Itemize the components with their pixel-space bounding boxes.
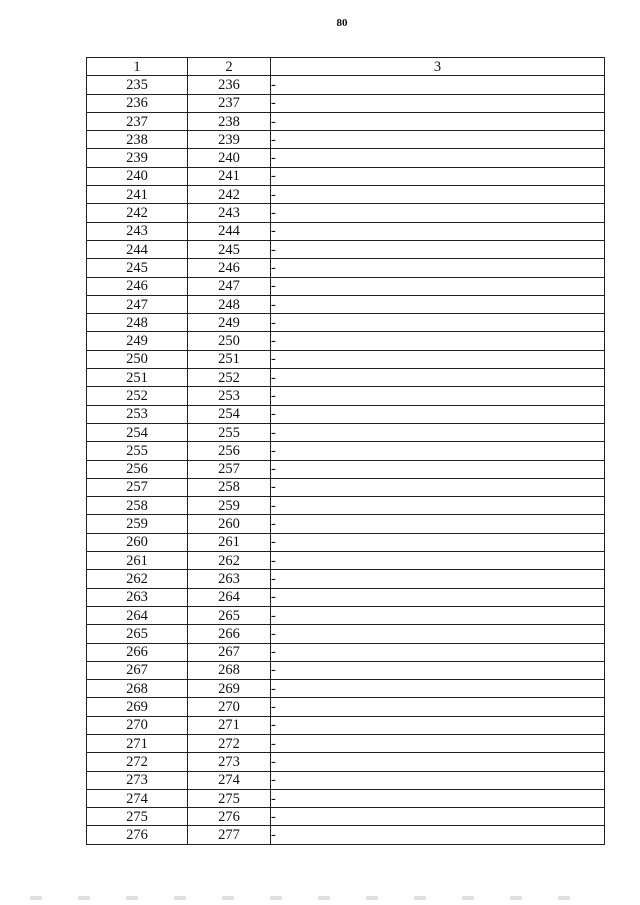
cell-col-3: -: [271, 698, 605, 716]
cell-col-1: 256: [87, 460, 188, 478]
cell-col-3: -: [271, 533, 605, 551]
cell-col-2: 277: [188, 826, 271, 844]
table-row: [87, 789, 605, 807]
table-row: [87, 698, 605, 716]
cell-col-3: -: [271, 515, 605, 533]
table-row: [87, 552, 605, 570]
cell-col-1: 244: [87, 240, 188, 258]
cell-col-1: 270: [87, 716, 188, 734]
table-row: [87, 661, 605, 679]
cell-col-2: 237: [188, 94, 271, 112]
cell-col-1: 246: [87, 277, 188, 295]
cell-col-3: -: [271, 661, 605, 679]
cell-col-3: -: [271, 405, 605, 423]
cell-col-2: 259: [188, 497, 271, 515]
cell-col-2: 272: [188, 734, 271, 752]
cell-col-1: 274: [87, 789, 188, 807]
cell-col-3: -: [271, 771, 605, 789]
cell-col-3: -: [271, 240, 605, 258]
cell-col-1: 275: [87, 808, 188, 826]
cell-col-2: 269: [188, 680, 271, 698]
cell-col-1: 253: [87, 405, 188, 423]
cell-col-2: 245: [188, 240, 271, 258]
cell-col-1: 247: [87, 295, 188, 313]
cell-col-3: -: [271, 643, 605, 661]
table-row: [87, 186, 605, 204]
table-row: [87, 570, 605, 588]
table-row: [87, 112, 605, 130]
cell-col-3: -: [271, 131, 605, 149]
table-row: [87, 369, 605, 387]
cell-col-2: 246: [188, 259, 271, 277]
cell-col-2: 236: [188, 76, 271, 94]
cell-col-3: -: [271, 167, 605, 185]
table-row: [87, 259, 605, 277]
cell-col-1: 273: [87, 771, 188, 789]
cell-col-2: 266: [188, 625, 271, 643]
cell-col-1: 271: [87, 734, 188, 752]
cell-col-1: 248: [87, 314, 188, 332]
cell-col-3: -: [271, 387, 605, 405]
table-row: [87, 625, 605, 643]
table-row: [87, 204, 605, 222]
cell-col-3: -: [271, 460, 605, 478]
cell-col-2: 248: [188, 295, 271, 313]
cell-col-3: -: [271, 94, 605, 112]
cell-col-2: 250: [188, 332, 271, 350]
cell-col-2: 254: [188, 405, 271, 423]
cell-col-3: -: [271, 350, 605, 368]
cell-col-3: -: [271, 332, 605, 350]
cell-col-1: 257: [87, 478, 188, 496]
table-row: [87, 643, 605, 661]
cell-col-2: 276: [188, 808, 271, 826]
cell-col-1: 237: [87, 112, 188, 130]
cell-col-3: -: [271, 149, 605, 167]
cell-col-2: 262: [188, 552, 271, 570]
cell-col-3: -: [271, 369, 605, 387]
cell-col-3: -: [271, 478, 605, 496]
table-row: [87, 277, 605, 295]
cell-col-3: -: [271, 259, 605, 277]
cell-col-2: 261: [188, 533, 271, 551]
cell-col-3: -: [271, 277, 605, 295]
cell-col-2: 251: [188, 350, 271, 368]
table-header-row: [87, 58, 605, 76]
cell-col-2: 252: [188, 369, 271, 387]
table-row: [87, 606, 605, 624]
table-row: [87, 460, 605, 478]
cell-col-2: 273: [188, 753, 271, 771]
cell-col-3: -: [271, 625, 605, 643]
table-row: [87, 94, 605, 112]
cell-col-2: 257: [188, 460, 271, 478]
cell-col-3: -: [271, 76, 605, 94]
cell-col-1: 258: [87, 497, 188, 515]
cell-col-2: 255: [188, 423, 271, 441]
cell-col-1: 255: [87, 442, 188, 460]
cell-col-1: 239: [87, 149, 188, 167]
cell-col-3: -: [271, 442, 605, 460]
table-row: [87, 533, 605, 551]
table-row: [87, 423, 605, 441]
cell-col-1: 254: [87, 423, 188, 441]
cell-col-1: 266: [87, 643, 188, 661]
cell-col-1: 263: [87, 588, 188, 606]
cell-col-1: 276: [87, 826, 188, 844]
cell-col-1: 240: [87, 167, 188, 185]
column-header-1: 1: [87, 58, 188, 76]
cell-col-1: 250: [87, 350, 188, 368]
table-row: [87, 515, 605, 533]
cell-col-2: 268: [188, 661, 271, 679]
cell-col-2: 260: [188, 515, 271, 533]
cell-col-1: 259: [87, 515, 188, 533]
cell-col-3: -: [271, 606, 605, 624]
cell-col-3: -: [271, 826, 605, 844]
cell-col-2: 271: [188, 716, 271, 734]
cell-col-2: 238: [188, 112, 271, 130]
cell-col-3: -: [271, 734, 605, 752]
table-row: [87, 478, 605, 496]
cell-col-1: 272: [87, 753, 188, 771]
cell-col-1: 249: [87, 332, 188, 350]
cell-col-3: -: [271, 789, 605, 807]
cell-col-3: -: [271, 222, 605, 240]
table-row: [87, 826, 605, 844]
table-row: [87, 734, 605, 752]
table-row: [87, 716, 605, 734]
cell-col-3: -: [271, 570, 605, 588]
table-row: [87, 771, 605, 789]
cell-col-2: 265: [188, 606, 271, 624]
cell-col-1: 269: [87, 698, 188, 716]
cell-col-1: 268: [87, 680, 188, 698]
cell-col-3: -: [271, 680, 605, 698]
cell-col-1: 235: [87, 76, 188, 94]
cell-col-2: 242: [188, 186, 271, 204]
table-row: [87, 442, 605, 460]
cell-col-2: 243: [188, 204, 271, 222]
table-row: [87, 497, 605, 515]
cell-col-1: 238: [87, 131, 188, 149]
cell-col-1: 260: [87, 533, 188, 551]
cell-col-2: 264: [188, 588, 271, 606]
table-row: [87, 240, 605, 258]
cell-col-3: -: [271, 552, 605, 570]
data-table: [86, 57, 605, 845]
table-row: [87, 808, 605, 826]
table-row: [87, 149, 605, 167]
table-row: [87, 753, 605, 771]
cell-col-2: 275: [188, 789, 271, 807]
cell-col-1: 262: [87, 570, 188, 588]
cell-col-3: -: [271, 808, 605, 826]
table-body: [87, 76, 605, 844]
column-header-3: 3: [271, 58, 605, 76]
table-row: [87, 167, 605, 185]
cell-col-1: 267: [87, 661, 188, 679]
table-row: [87, 295, 605, 313]
scan-noise: [30, 896, 590, 900]
cell-col-1: 252: [87, 387, 188, 405]
table-row: [87, 588, 605, 606]
cell-col-1: 261: [87, 552, 188, 570]
cell-col-1: 245: [87, 259, 188, 277]
cell-col-3: -: [271, 186, 605, 204]
cell-col-3: -: [271, 497, 605, 515]
cell-col-1: 264: [87, 606, 188, 624]
cell-col-2: 258: [188, 478, 271, 496]
cell-col-2: 244: [188, 222, 271, 240]
table-row: [87, 131, 605, 149]
cell-col-2: 240: [188, 149, 271, 167]
cell-col-2: 270: [188, 698, 271, 716]
table-row: [87, 332, 605, 350]
cell-col-3: -: [271, 295, 605, 313]
column-header-2: 2: [188, 58, 271, 76]
cell-col-3: -: [271, 753, 605, 771]
cell-col-2: 256: [188, 442, 271, 460]
cell-col-2: 263: [188, 570, 271, 588]
cell-col-3: -: [271, 588, 605, 606]
cell-col-3: -: [271, 112, 605, 130]
cell-col-2: 249: [188, 314, 271, 332]
cell-col-1: 236: [87, 94, 188, 112]
cell-col-3: -: [271, 314, 605, 332]
cell-col-3: -: [271, 204, 605, 222]
cell-col-1: 242: [87, 204, 188, 222]
cell-col-1: 243: [87, 222, 188, 240]
table-row: [87, 387, 605, 405]
cell-col-2: 274: [188, 771, 271, 789]
table-row: [87, 314, 605, 332]
table-row: [87, 222, 605, 240]
cell-col-1: 265: [87, 625, 188, 643]
cell-col-2: 253: [188, 387, 271, 405]
page-number: 80: [336, 17, 348, 29]
cell-col-2: 241: [188, 167, 271, 185]
cell-col-1: 251: [87, 369, 188, 387]
cell-col-3: -: [271, 423, 605, 441]
cell-col-2: 239: [188, 131, 271, 149]
cell-col-3: -: [271, 716, 605, 734]
cell-col-1: 241: [87, 186, 188, 204]
table-row: [87, 76, 605, 94]
cell-col-2: 267: [188, 643, 271, 661]
table-row: [87, 405, 605, 423]
table-row: [87, 350, 605, 368]
table-row: [87, 680, 605, 698]
cell-col-2: 247: [188, 277, 271, 295]
